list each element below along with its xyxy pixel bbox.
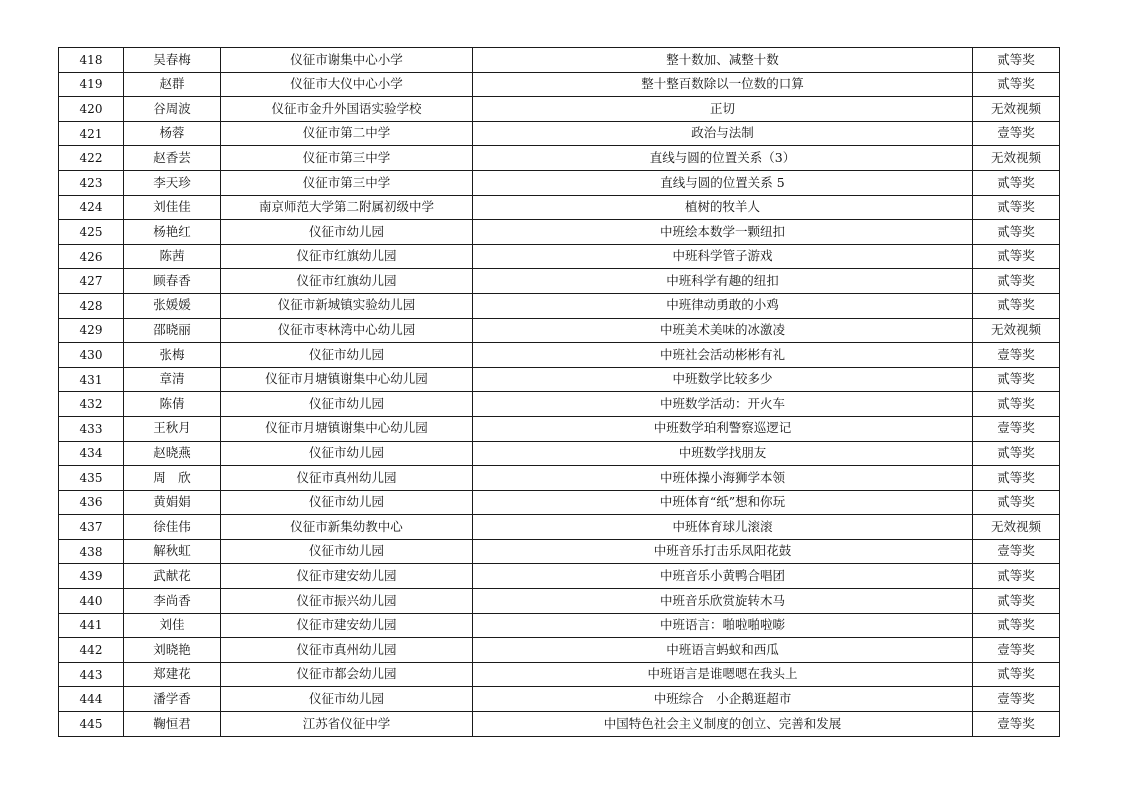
- award-cell: 贰等奖: [973, 662, 1060, 687]
- teacher-name-cell: 赵群: [124, 72, 221, 97]
- table-row: [59, 441, 1060, 466]
- school-cell: 仪征市建安幼儿园: [221, 613, 473, 638]
- row-number-cell: 420: [59, 97, 124, 122]
- school-cell: 仪征市月塘镇谢集中心幼儿园: [221, 416, 473, 441]
- school-cell: 仪征市谢集中心小学: [221, 48, 473, 73]
- lesson-topic-cell: 整十数加、减整十数: [473, 48, 973, 73]
- school-cell: 仪征市真州幼儿园: [221, 638, 473, 663]
- lesson-topic-cell: 整十整百数除以一位数的口算: [473, 72, 973, 97]
- award-cell: 无效视频: [973, 318, 1060, 343]
- lesson-topic-cell: 中班数学珀利警察巡逻记: [473, 416, 973, 441]
- teacher-name-cell: 武献花: [124, 564, 221, 589]
- table-row: [59, 244, 1060, 269]
- table-row: [59, 564, 1060, 589]
- row-number-cell: 433: [59, 416, 124, 441]
- school-cell: 仪征市真州幼儿园: [221, 466, 473, 491]
- award-cell: 贰等奖: [973, 244, 1060, 269]
- table-row: [59, 170, 1060, 195]
- row-number-cell: 427: [59, 269, 124, 294]
- teacher-name-cell: 解秋虹: [124, 539, 221, 564]
- award-cell: 贰等奖: [973, 392, 1060, 417]
- lesson-topic-cell: 中班数学比较多少: [473, 367, 973, 392]
- lesson-topic-cell: 中班体育球儿滚滚: [473, 515, 973, 540]
- school-cell: 仪征市第三中学: [221, 146, 473, 171]
- table-row: [59, 613, 1060, 638]
- lesson-topic-cell: 中班科学管子游戏: [473, 244, 973, 269]
- teacher-name-cell: 黄娟娟: [124, 490, 221, 515]
- lesson-topic-cell: 中班体操小海狮学本领: [473, 466, 973, 491]
- lesson-topic-cell: 中国特色社会主义制度的创立、完善和发展: [473, 712, 973, 737]
- teacher-name-cell: 顾春香: [124, 269, 221, 294]
- lesson-topic-cell: 中班音乐小黄鸭合唱团: [473, 564, 973, 589]
- row-number-cell: 425: [59, 220, 124, 245]
- lesson-topic-cell: 植树的牧羊人: [473, 195, 973, 220]
- lesson-topic-cell: 中班科学有趣的纽扣: [473, 269, 973, 294]
- school-cell: 仪征市幼儿园: [221, 687, 473, 712]
- lesson-topic-cell: 中班社会活动彬彬有礼: [473, 343, 973, 368]
- lesson-topic-cell: 中班语言：啪啦啪啦嘭: [473, 613, 973, 638]
- award-cell: 贰等奖: [973, 195, 1060, 220]
- award-cell: 贰等奖: [973, 170, 1060, 195]
- table-row: [59, 146, 1060, 171]
- table-row: [59, 195, 1060, 220]
- row-number-cell: 419: [59, 72, 124, 97]
- row-number-cell: 445: [59, 712, 124, 737]
- school-cell: 仪征市建安幼儿园: [221, 564, 473, 589]
- table-row: [59, 515, 1060, 540]
- award-cell: 壹等奖: [973, 416, 1060, 441]
- row-number-cell: 437: [59, 515, 124, 540]
- results-sheet: [58, 47, 1059, 737]
- table-row: [59, 466, 1060, 491]
- table-row: [59, 97, 1060, 122]
- award-cell: 贰等奖: [973, 466, 1060, 491]
- table-row: [59, 589, 1060, 614]
- row-number-cell: 426: [59, 244, 124, 269]
- table-row: [59, 367, 1060, 392]
- school-cell: 仪征市幼儿园: [221, 392, 473, 417]
- table-row: [59, 539, 1060, 564]
- lesson-topic-cell: 中班数学活动：开火车: [473, 392, 973, 417]
- teacher-name-cell: 张梅: [124, 343, 221, 368]
- school-cell: 仪征市新城镇实验幼儿园: [221, 293, 473, 318]
- teacher-name-cell: 赵香芸: [124, 146, 221, 171]
- lesson-topic-cell: 中班体育“纸”想和你玩: [473, 490, 973, 515]
- lesson-topic-cell: 直线与圆的位置关系（3）: [473, 146, 973, 171]
- school-cell: 仪征市红旗幼儿园: [221, 269, 473, 294]
- table-row: [59, 72, 1060, 97]
- row-number-cell: 439: [59, 564, 124, 589]
- row-number-cell: 434: [59, 441, 124, 466]
- table-row: [59, 712, 1060, 737]
- award-cell: 壹等奖: [973, 343, 1060, 368]
- table-row: [59, 293, 1060, 318]
- school-cell: 仪征市幼儿园: [221, 490, 473, 515]
- award-cell: 贰等奖: [973, 48, 1060, 73]
- table-row: [59, 490, 1060, 515]
- row-number-cell: 431: [59, 367, 124, 392]
- lesson-topic-cell: 中班数学找朋友: [473, 441, 973, 466]
- lesson-topic-cell: 中班音乐欣赏旋转木马: [473, 589, 973, 614]
- row-number-cell: 430: [59, 343, 124, 368]
- award-cell: 壹等奖: [973, 121, 1060, 146]
- row-number-cell: 423: [59, 170, 124, 195]
- row-number-cell: 428: [59, 293, 124, 318]
- teacher-name-cell: 周 欣: [124, 466, 221, 491]
- school-cell: 江苏省仪征中学: [221, 712, 473, 737]
- award-cell: 贰等奖: [973, 367, 1060, 392]
- table-row: [59, 269, 1060, 294]
- award-cell: 贰等奖: [973, 490, 1060, 515]
- table-row: [59, 638, 1060, 663]
- table-row: [59, 318, 1060, 343]
- teacher-name-cell: 陈茜: [124, 244, 221, 269]
- award-cell: 贰等奖: [973, 220, 1060, 245]
- school-cell: 仪征市红旗幼儿园: [221, 244, 473, 269]
- school-cell: 仪征市第三中学: [221, 170, 473, 195]
- teacher-name-cell: 徐佳伟: [124, 515, 221, 540]
- table-row: [59, 416, 1060, 441]
- row-number-cell: 440: [59, 589, 124, 614]
- award-cell: 壹等奖: [973, 638, 1060, 663]
- row-number-cell: 429: [59, 318, 124, 343]
- row-number-cell: 442: [59, 638, 124, 663]
- table-row: [59, 220, 1060, 245]
- lesson-topic-cell: 直线与圆的位置关系 5: [473, 170, 973, 195]
- results-table-body: [59, 48, 1060, 737]
- teacher-name-cell: 王秋月: [124, 416, 221, 441]
- lesson-topic-cell: 中班语言蚂蚁和西瓜: [473, 638, 973, 663]
- award-cell: 无效视频: [973, 146, 1060, 171]
- award-cell: 无效视频: [973, 515, 1060, 540]
- row-number-cell: 438: [59, 539, 124, 564]
- school-cell: 仪征市金升外国语实验学校: [221, 97, 473, 122]
- teacher-name-cell: 刘佳: [124, 613, 221, 638]
- teacher-name-cell: 谷周波: [124, 97, 221, 122]
- school-cell: 仪征市都会幼儿园: [221, 662, 473, 687]
- row-number-cell: 435: [59, 466, 124, 491]
- school-cell: 仪征市第二中学: [221, 121, 473, 146]
- teacher-name-cell: 杨蓉: [124, 121, 221, 146]
- teacher-name-cell: 鞠恒君: [124, 712, 221, 737]
- teacher-name-cell: 章清: [124, 367, 221, 392]
- teacher-name-cell: 李尚香: [124, 589, 221, 614]
- row-number-cell: 422: [59, 146, 124, 171]
- award-cell: 贰等奖: [973, 72, 1060, 97]
- award-cell: 无效视频: [973, 97, 1060, 122]
- teacher-name-cell: 赵晓燕: [124, 441, 221, 466]
- lesson-topic-cell: 中班音乐打击乐凤阳花鼓: [473, 539, 973, 564]
- school-cell: 仪征市新集幼教中心: [221, 515, 473, 540]
- school-cell: 仪征市大仪中心小学: [221, 72, 473, 97]
- award-cell: 贰等奖: [973, 293, 1060, 318]
- teacher-name-cell: 陈倩: [124, 392, 221, 417]
- school-cell: 仪征市幼儿园: [221, 220, 473, 245]
- row-number-cell: 421: [59, 121, 124, 146]
- lesson-topic-cell: 正切: [473, 97, 973, 122]
- award-cell: 贰等奖: [973, 269, 1060, 294]
- lesson-topic-cell: 政治与法制: [473, 121, 973, 146]
- teacher-name-cell: 刘佳佳: [124, 195, 221, 220]
- results-table: [58, 47, 1060, 737]
- table-row: [59, 687, 1060, 712]
- teacher-name-cell: 杨艳红: [124, 220, 221, 245]
- teacher-name-cell: 郑建花: [124, 662, 221, 687]
- lesson-topic-cell: 中班律动勇敢的小鸡: [473, 293, 973, 318]
- row-number-cell: 424: [59, 195, 124, 220]
- row-number-cell: 418: [59, 48, 124, 73]
- school-cell: 仪征市幼儿园: [221, 539, 473, 564]
- award-cell: 贰等奖: [973, 589, 1060, 614]
- table-row: [59, 343, 1060, 368]
- school-cell: 仪征市枣林湾中心幼儿园: [221, 318, 473, 343]
- row-number-cell: 444: [59, 687, 124, 712]
- award-cell: 壹等奖: [973, 687, 1060, 712]
- teacher-name-cell: 潘学香: [124, 687, 221, 712]
- lesson-topic-cell: 中班绘本数学一颗纽扣: [473, 220, 973, 245]
- table-row: [59, 662, 1060, 687]
- school-cell: 仪征市月塘镇谢集中心幼儿园: [221, 367, 473, 392]
- school-cell: 仪征市振兴幼儿园: [221, 589, 473, 614]
- award-cell: 壹等奖: [973, 539, 1060, 564]
- award-cell: 壹等奖: [973, 712, 1060, 737]
- school-cell: 南京师范大学第二附属初级中学: [221, 195, 473, 220]
- row-number-cell: 441: [59, 613, 124, 638]
- row-number-cell: 443: [59, 662, 124, 687]
- teacher-name-cell: 张媛媛: [124, 293, 221, 318]
- award-cell: 贰等奖: [973, 564, 1060, 589]
- teacher-name-cell: 李天珍: [124, 170, 221, 195]
- table-row: [59, 392, 1060, 417]
- table-row: [59, 48, 1060, 73]
- school-cell: 仪征市幼儿园: [221, 343, 473, 368]
- award-cell: 贰等奖: [973, 613, 1060, 638]
- lesson-topic-cell: 中班美术美味的冰激凌: [473, 318, 973, 343]
- award-cell: 贰等奖: [973, 441, 1060, 466]
- school-cell: 仪征市幼儿园: [221, 441, 473, 466]
- lesson-topic-cell: 中班综合 小企鹅逛超市: [473, 687, 973, 712]
- row-number-cell: 432: [59, 392, 124, 417]
- lesson-topic-cell: 中班语言是谁嗯嗯在我头上: [473, 662, 973, 687]
- teacher-name-cell: 吴春梅: [124, 48, 221, 73]
- teacher-name-cell: 邵晓丽: [124, 318, 221, 343]
- row-number-cell: 436: [59, 490, 124, 515]
- teacher-name-cell: 刘晓艳: [124, 638, 221, 663]
- table-row: [59, 121, 1060, 146]
